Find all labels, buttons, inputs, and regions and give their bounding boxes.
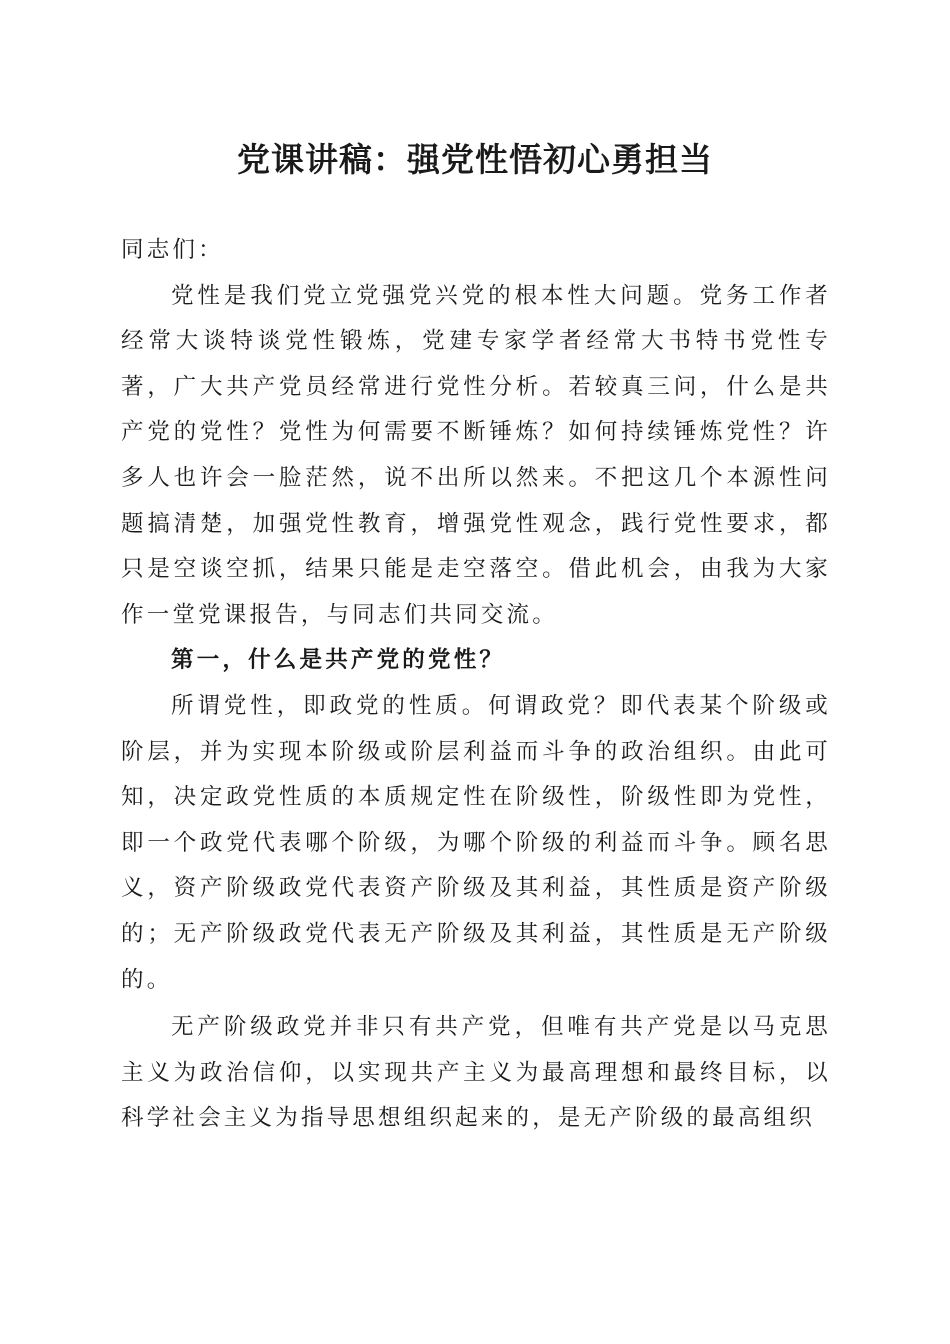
paragraph-intro: 党性是我们党立党强党兴党的根本性大问题。党务工作者经常大谈特谈党性锻炼，党建专家学者经常大书特书党性专著，广大共产党员经常进行党性分析。若较真三问，什么是共产党的党性？党性为何需要不断锤炼？如何持续锤炼党性？许多人也许会一脸茫然，说不出所以然来。不把这几个本源性问题搞清楚，加强党性教育，增强党性观念，践行党性要求，都只是空谈空抓，结果只能是走空落空。借此机会，由我为大家作一堂党课报告，与同志们共同交流。 (121, 282, 831, 628)
salutation: 同志们： (121, 237, 224, 263)
document-title: 党课讲稿：强党性悟初心勇担当 (237, 140, 713, 179)
paragraph-definition: 所谓党性，即政党的性质。何谓政党？即代表某个阶级或阶层，并为实现本阶级或阶层利益而斗争的政治组织。由此可知，决定政党性质的本质规定性在阶级性，阶级性即为党性，即一个政党代表哪个阶级，为哪个阶级的利益而斗争。顾名思义，资产阶级政党代表资产阶级及其利益，其性质是资产阶级的；无产阶级政党代表无产阶级及其利益，其性质是无产阶级的。 (121, 692, 831, 993)
section-heading-1: 第一，什么是共产党的党性？ (171, 647, 506, 674)
document-body (121, 228, 831, 1142)
paragraph-proletarian-party: 无产阶级政党并非只有共产党，但唯有共产党是以马克思主义为政治信仰，以实现共产主义为最高理想和最终目标，以科学社会主义为指导思想组织起来的，是无产阶级的最高组织 (121, 1014, 831, 1132)
